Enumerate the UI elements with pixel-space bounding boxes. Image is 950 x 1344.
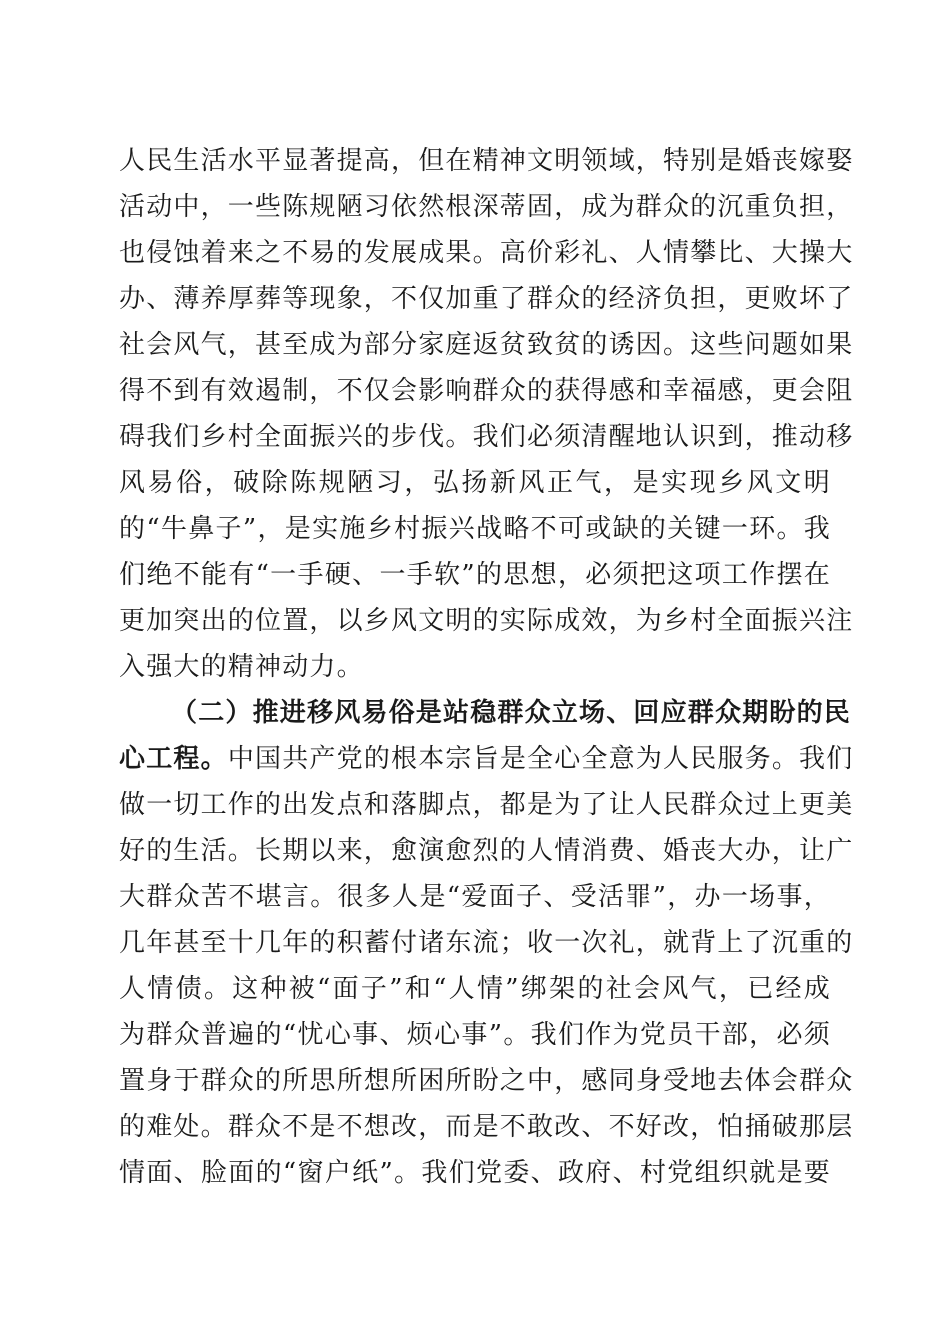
section-heading-end: 心工程。 [119, 744, 228, 774]
section-heading: （二）推进移风易俗是站稳群众立场、回应群众期盼的民 [171, 698, 852, 728]
paragraph-line: 们绝不能有“一手硬、一手软”的思想，必须把这项工作摆在 [119, 560, 831, 590]
paragraph-line: 社会风气，甚至成为部分家庭返贫致贫的诱因。这些问题如果 [119, 330, 854, 360]
paragraph-line: 的难处。群众不是不想改，而是不敢改、不好改，怕捅破那层 [119, 1112, 854, 1142]
paragraph-line: 风易俗，破除陈规陋习，弘扬新风正气，是实现乡风文明 [119, 468, 831, 498]
paragraph-text: 中国共产党的根本宗旨是全心全意为人民服务。我们 [227, 744, 854, 774]
paragraph-line: 办、薄养厚葬等现象，不仅加重了群众的经济负担，更败坏了 [119, 284, 854, 314]
paragraph-line: 得不到有效遏制，不仅会影响群众的获得感和幸福感，更会阻 [119, 376, 854, 406]
paragraph-line: 情面、脸面的“窗户纸”。我们党委、政府、村党组织就是要 [119, 1158, 831, 1188]
paragraph-line: 更加突出的位置，以乡风文明的实际成效，为乡村全面振兴注 [119, 606, 854, 636]
heading-continuation-line [119, 739, 854, 779]
paragraph-line: 人民生活水平显著提高，但在精神文明领域，特别是婚丧嫁娶 [119, 146, 854, 176]
paragraph-line: 入强大的精神动力。 [119, 652, 364, 682]
paragraph-line: 好的生活。长期以来，愈演愈烈的人情消费、婚丧大办，让广 [119, 836, 854, 866]
paragraph-line: 几年甚至十几年的积蓄付诸东流；收一次礼，就背上了沉重的 [119, 928, 854, 958]
paragraph-line: 人情债。这种被“面子”和“人情”绑架的社会风气，已经成 [119, 974, 831, 1004]
paragraph-line: 活动中，一些陈规陋习依然根深蒂固，成为群众的沉重负担， [119, 192, 854, 222]
paragraph-line: 也侵蚀着来之不易的发展成果。高价彩礼、人情攀比、大操大 [119, 238, 854, 268]
paragraph-line: 做一切工作的出发点和落脚点，都是为了让人民群众过上更美 [119, 790, 854, 820]
paragraph-line: 碍我们乡村全面振兴的步伐。我们必须清醒地认识到，推动移 [119, 422, 854, 452]
paragraph-line: 置身于群众的所思所想所困所盼之中，感同身受地去体会群众 [119, 1066, 854, 1096]
paragraph-line: 为群众普遍的“忧心事、烦心事”。我们作为党员干部，必须 [119, 1020, 831, 1050]
paragraph-line: 大群众苦不堪言。很多人是“爱面子、受活罪”，办一场事， [119, 882, 831, 912]
paragraph-line: 的“牛鼻子”，是实施乡村振兴战略不可或缺的关键一环。我 [119, 514, 831, 544]
